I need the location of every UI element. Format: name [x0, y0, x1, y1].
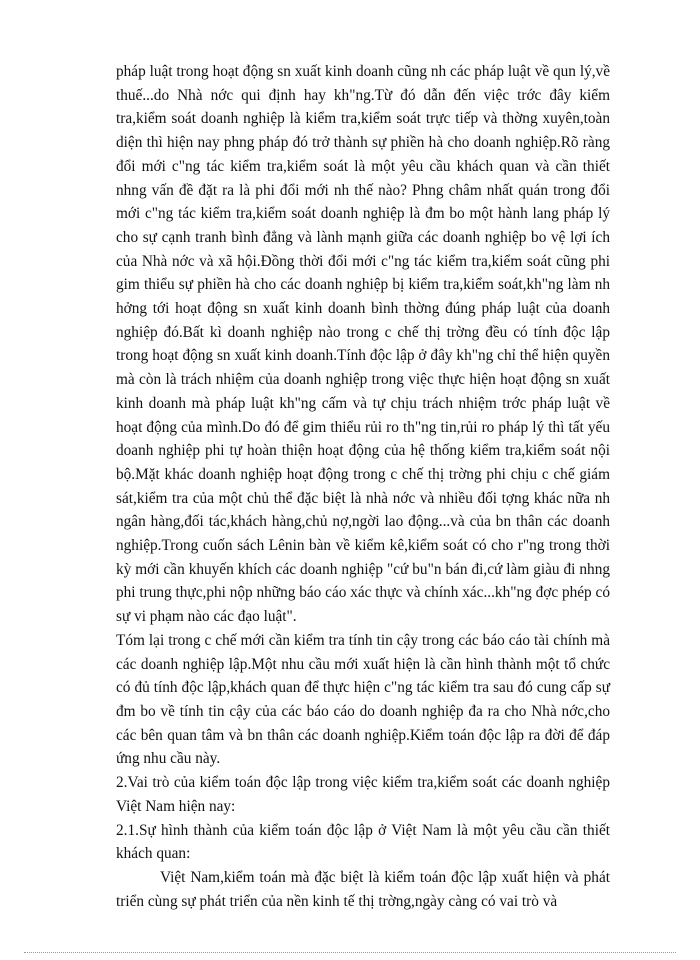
paragraph-summary: Tóm lại trong c chế mới cần kiểm tra tính tin cậy trong các báo cáo tài chính mà các doanh nghiệp lập.Một nhu cầu mới xuất hiện là cần hình thành một tổ chức có đủ tính độc lập,khách quan để thực hiện c"ng tác kiểm tra sau đó cung cấp sự đm bo về tính tin cậy của các báo cáo do doanh nghiệp đa ra cho Nhà nớc,cho các bên quan tâm và bn thân các doanh nghiệp.Kiểm toán độc lập ra đời để đáp ứng nhu cầu này.	[116, 631, 610, 768]
page-bottom-divider	[24, 952, 676, 953]
section-heading-2-1: 2.1.Sự hình thành của kiểm toán độc lập ở Việt Nam là một yêu cầu cần thiết khách quan:	[116, 821, 610, 863]
paragraph-inspection-reform: pháp luật trong hoạt động sn xuất kinh doanh cũng nh các pháp luật về qun lý,về thuế...do Nhà nớc qui định hay kh"ng.Từ đó dẫn đến việc trớc đây kiểm tra,kiểm soát doanh nghiệp là kiểm tra,kiểm soát trực tiếp và thờng xuyên,toàn diện thì hiện nay phng pháp đó trở thành sự phiền hà cho doanh nghiệp.Rõ ràng đổi mới c"ng tác kiểm tra,kiểm soát là một yêu cầu khách quan và cần thiết nhng vấn đề đặt ra là phi đổi mới nh thế nào? Phng châm nhất quán trong đổi mới c"ng tác kiểm tra,kiểm soát doanh nghiệp là đm bo một hành lang pháp lý cho sự cạnh tranh bình đẳng và lành mạnh giữa các doanh nghiệp bo vệ lợi ích của Nhà nớc và xã hội.Đồng thời đổi mới c"ng tác kiểm tra,kiểm soát cũng phi gim thiểu sự phiền hà cho các doanh nghiệp bị kiểm tra,kiểm soát,kh"ng làm nh hởng tới hoạt động sn xuất kinh doanh bình thờng đúng pháp luật của doanh nghiệp đó.Bất kì doanh nghiệp nào trong c chế thị trờng đều có tính độc lập trong hoạt động sn xuất kinh doanh.Tính độc lập ở đây kh"ng chỉ thể hiện quyền mà còn là trách nhiệm của doanh nghiệp trong việc thực hiện hoạt động sn xuất kinh doanh mà pháp luật kh"ng cấm và tự chịu trách nhiệm trớc pháp luật về hoạt động của mình.Do đó để gim thiểu rủi ro th"ng tin,rủi ro pháp lý thì tất yếu doanh nghiệp phi tự hoàn thiện hoạt động của hệ thống kiểm tra,kiểm soát nội bộ.Mặt khác doanh nghiệp hoạt động trong c chế thị trờng phi chịu c chế giám sát,kiểm tra của một chủ thể đặc biệt là nhà nớc và nhiều đối tợng khác nữa nh ngân hàng,đối tác,khách hàng,chủ nợ,ngời lao động...và của bn thân các doanh nghiệp.Trong cuốn sách Lênin bàn về kiểm kê,kiểm soát có cho r"ng trong thời kỳ mới cần khuyến khích các doanh nghiệp "cứ bu"n bán đi,cứ làm giàu đi nhng phi trung thực,phi nộp những báo cáo xác thực và chính xác...kh"ng đợc phép có sự vi phạm nào các đạo luật".	[116, 63, 610, 626]
paragraph-vietnam-audit: Việt Nam,kiểm toán mà đặc biệt là kiểm toán độc lập xuất hiện và phát triển cùng sự phát triển của nền kinh tế thị trờng,ngày càng có vai trò và	[116, 868, 610, 910]
section-heading-2: 2.Vai trò của kiểm toán độc lập trong việc kiểm tra,kiểm soát các doanh nghiệp Việt Nam hiện nay:	[116, 774, 610, 815]
body-text	[116, 60, 610, 913]
